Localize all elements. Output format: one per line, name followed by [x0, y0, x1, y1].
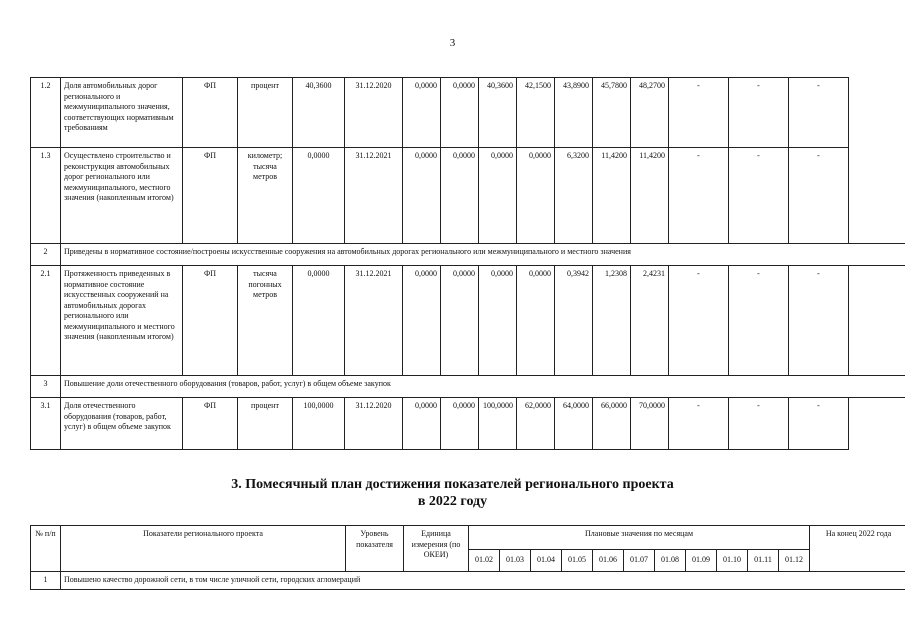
value-cell: 11,4200 [631, 148, 669, 244]
value-cell: 62,0000 [517, 398, 555, 450]
dash-cell: - [669, 148, 729, 244]
section-text: Повышено качество дорожной сети, в том числе уличной сети, городских агломераций [61, 572, 905, 590]
indicators-table [30, 77, 905, 450]
page-number: 3 [449, 37, 456, 49]
unit: процент [238, 78, 293, 148]
section-row [31, 376, 905, 398]
value-cell: 45,7800 [593, 78, 631, 148]
section-title [0, 476, 905, 510]
value-cell: 6,3200 [555, 148, 593, 244]
header-indicators: Показатели регионального проекта [61, 526, 346, 572]
dash-cell: - [789, 266, 849, 376]
month-header: 01.02 [469, 550, 500, 572]
value-cell: 1,2308 [593, 266, 631, 376]
dash-cell: - [729, 266, 789, 376]
value-cell: 0,0000 [403, 398, 441, 450]
base-value: 0,0000 [293, 148, 345, 244]
value-cell: 0,0000 [441, 398, 479, 450]
value-cell: 42,1500 [517, 78, 555, 148]
base-date: 31.12.2021 [345, 148, 403, 244]
section-text: Приведены в нормативное состояние/построены искусственные сооружения на автомобильных дорогах регионального или межмуниципального и местного значения [61, 244, 905, 266]
indicator-name: Доля отечественного оборудования (товаров, работ, услуг) в общем объеме закупок [61, 398, 183, 450]
header-year-end: На конец 2022 года [810, 526, 905, 572]
month-header: 01.04 [531, 550, 562, 572]
base-value: 0,0000 [293, 266, 345, 376]
value-cell: 0,0000 [441, 266, 479, 376]
row-number: 1.2 [31, 78, 61, 148]
base-date: 31.12.2020 [345, 398, 403, 450]
indicator-type: ФП [183, 398, 238, 450]
table-row [31, 148, 905, 244]
value-cell: 11,4200 [593, 148, 631, 244]
value-cell: 0,0000 [517, 148, 555, 244]
month-header: 01.05 [562, 550, 593, 572]
month-header: 01.08 [655, 550, 686, 572]
unit: процент [238, 398, 293, 450]
dash-cell: - [789, 78, 849, 148]
base-value: 100,0000 [293, 398, 345, 450]
month-header: 01.12 [779, 550, 810, 572]
section-row [31, 244, 905, 266]
month-header: 01.07 [624, 550, 655, 572]
value-cell: 0,0000 [403, 266, 441, 376]
value-cell: 0,0000 [517, 266, 555, 376]
value-cell: 0,0000 [479, 266, 517, 376]
section-title-line-1: 3. Помесячный план достижения показателей регионального проекта [231, 477, 674, 492]
header-planned: Плановые значения по месяцам [469, 526, 810, 550]
value-cell: 0,0000 [403, 78, 441, 148]
row-number: 2.1 [31, 266, 61, 376]
indicator-type: ФП [183, 148, 238, 244]
section-text: Повышение доли отечественного оборудования (товаров, работ, услуг) в общем объеме закупок [61, 376, 905, 398]
value-cell: 0,3942 [555, 266, 593, 376]
table-row [31, 398, 905, 450]
dash-cell: - [669, 266, 729, 376]
dash-cell: - [669, 78, 729, 148]
table-row [31, 266, 905, 376]
dash-cell: - [729, 148, 789, 244]
indicator-type: ФП [183, 78, 238, 148]
table-row [31, 78, 905, 148]
row-number: 1.3 [31, 148, 61, 244]
base-value: 40,3600 [293, 78, 345, 148]
dash-cell: - [669, 398, 729, 450]
month-header: 01.10 [717, 550, 748, 572]
monthly-plan-table [30, 525, 905, 590]
base-date: 31.12.2021 [345, 266, 403, 376]
header-num: № п/п [31, 526, 61, 572]
value-cell: 0,0000 [441, 78, 479, 148]
dash-cell: - [729, 398, 789, 450]
month-header: 01.09 [686, 550, 717, 572]
row-number: 3 [31, 376, 61, 398]
value-cell: 43,8900 [555, 78, 593, 148]
section-num: 1 [31, 572, 61, 590]
month-header: 01.06 [593, 550, 624, 572]
dash-cell: - [789, 148, 849, 244]
month-header: 01.11 [748, 550, 779, 572]
indicator-type: ФП [183, 266, 238, 376]
unit: тысяча погонных метров [238, 266, 293, 376]
header-unit: Единица измерения (по ОКЕИ) [404, 526, 469, 572]
value-cell: 0,0000 [403, 148, 441, 244]
row-number: 3.1 [31, 398, 61, 450]
value-cell: 70,0000 [631, 398, 669, 450]
value-cell: 0,0000 [441, 148, 479, 244]
value-cell: 66,0000 [593, 398, 631, 450]
base-date: 31.12.2020 [345, 78, 403, 148]
header-level: Уровень показателя [346, 526, 404, 572]
month-header: 01.03 [500, 550, 531, 572]
indicator-name: Осуществлено строительство и реконструкция автомобильных дорог регионального или межмуниципального, местного значения (накопленным итогом) [61, 148, 183, 244]
value-cell: 100,0000 [479, 398, 517, 450]
value-cell: 0,0000 [479, 148, 517, 244]
indicator-name: Протяженность приведенных в нормативное состояние искусственных сооружений на автомобильных дорогах регионального или межмуниципального и местного значения (накопленным итогом) [61, 266, 183, 376]
value-cell: 2,4231 [631, 266, 669, 376]
dash-cell: - [789, 398, 849, 450]
value-cell: 64,0000 [555, 398, 593, 450]
value-cell: 40,3600 [479, 78, 517, 148]
row-number: 2 [31, 244, 61, 266]
value-cell: 48,2700 [631, 78, 669, 148]
dash-cell: - [729, 78, 789, 148]
section-title-line-2: в 2022 году [417, 494, 488, 509]
unit: километр; тысяча метров [238, 148, 293, 244]
indicator-name: Доля автомобильных дорог регионального и межмуниципального значения, соответствующих нормативным требованиям [61, 78, 183, 148]
